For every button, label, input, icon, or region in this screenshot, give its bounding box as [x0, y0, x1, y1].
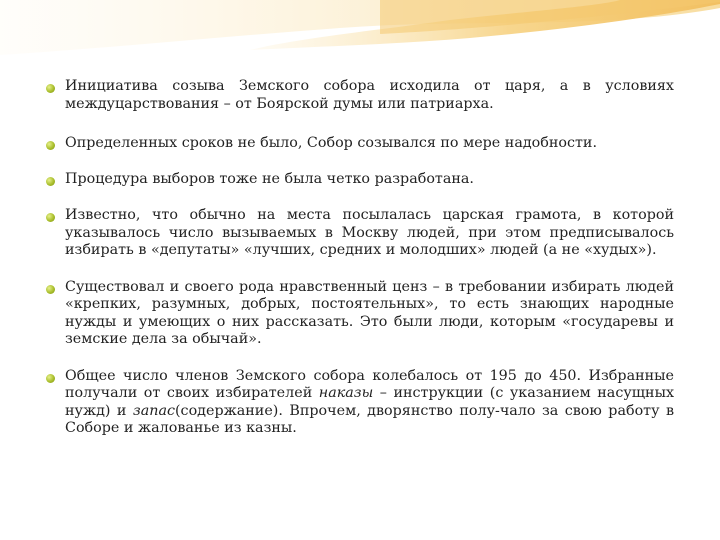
italic-term-nakazy: наказы — [318, 385, 374, 401]
bullet-list — [46, 78, 674, 438]
list-item — [46, 78, 674, 113]
bullet-text: Процедура выборов тоже не была четко разработана. — [65, 170, 474, 187]
header-decoration — [0, 0, 720, 80]
bullet-text: Определенных сроков не было, Собор созывался по мере надобности. — [65, 135, 598, 151]
bullet-icon — [46, 177, 55, 186]
bullet-text: Известно, что обычно на места посылалась царская грамота, в которой указывалось число вызываемых в Москву людей, при этом предписывалось избирать в «депутаты» «лучших, средних и молодших» людей (а не «худых»). — [65, 207, 674, 258]
text-span: (содержание). Впрочем, дворянство полу-чало за свою работу в Соборе и жалованье из казны. — [65, 402, 675, 436]
bullet-text — [65, 368, 674, 438]
italic-term-zapas: запас — [132, 402, 175, 419]
text-span: Общее число членов Земского собора колебалось от 195 до 450. Избранные получали от своих избирателей — [65, 367, 674, 401]
text-span: – инструкции (с указанием насущных нужд) и — [65, 385, 675, 419]
list-item — [46, 207, 674, 260]
list-item — [46, 279, 674, 349]
bullet-icon — [46, 213, 55, 222]
list-item — [46, 368, 674, 438]
bullet-icon — [46, 285, 55, 294]
bullet-icon — [46, 84, 55, 93]
list-item — [46, 135, 674, 153]
list-item — [46, 171, 674, 189]
bullet-text: Существовал и своего рода нравственный ценз – в требовании избирать людей «крепких, разумных, добрых, постоятельных», то есть знающих народные нужды и умеющих о них рассказать. Это были люди, которым «государевы и земские дела за обычай». — [65, 278, 674, 347]
bullet-icon — [46, 374, 55, 383]
bullet-text: Инициатива созыва Земского собора исходила от царя, а в условиях междуцарствования – от Боярской думы или патриарха. — [65, 78, 674, 112]
bullet-icon — [46, 141, 55, 150]
